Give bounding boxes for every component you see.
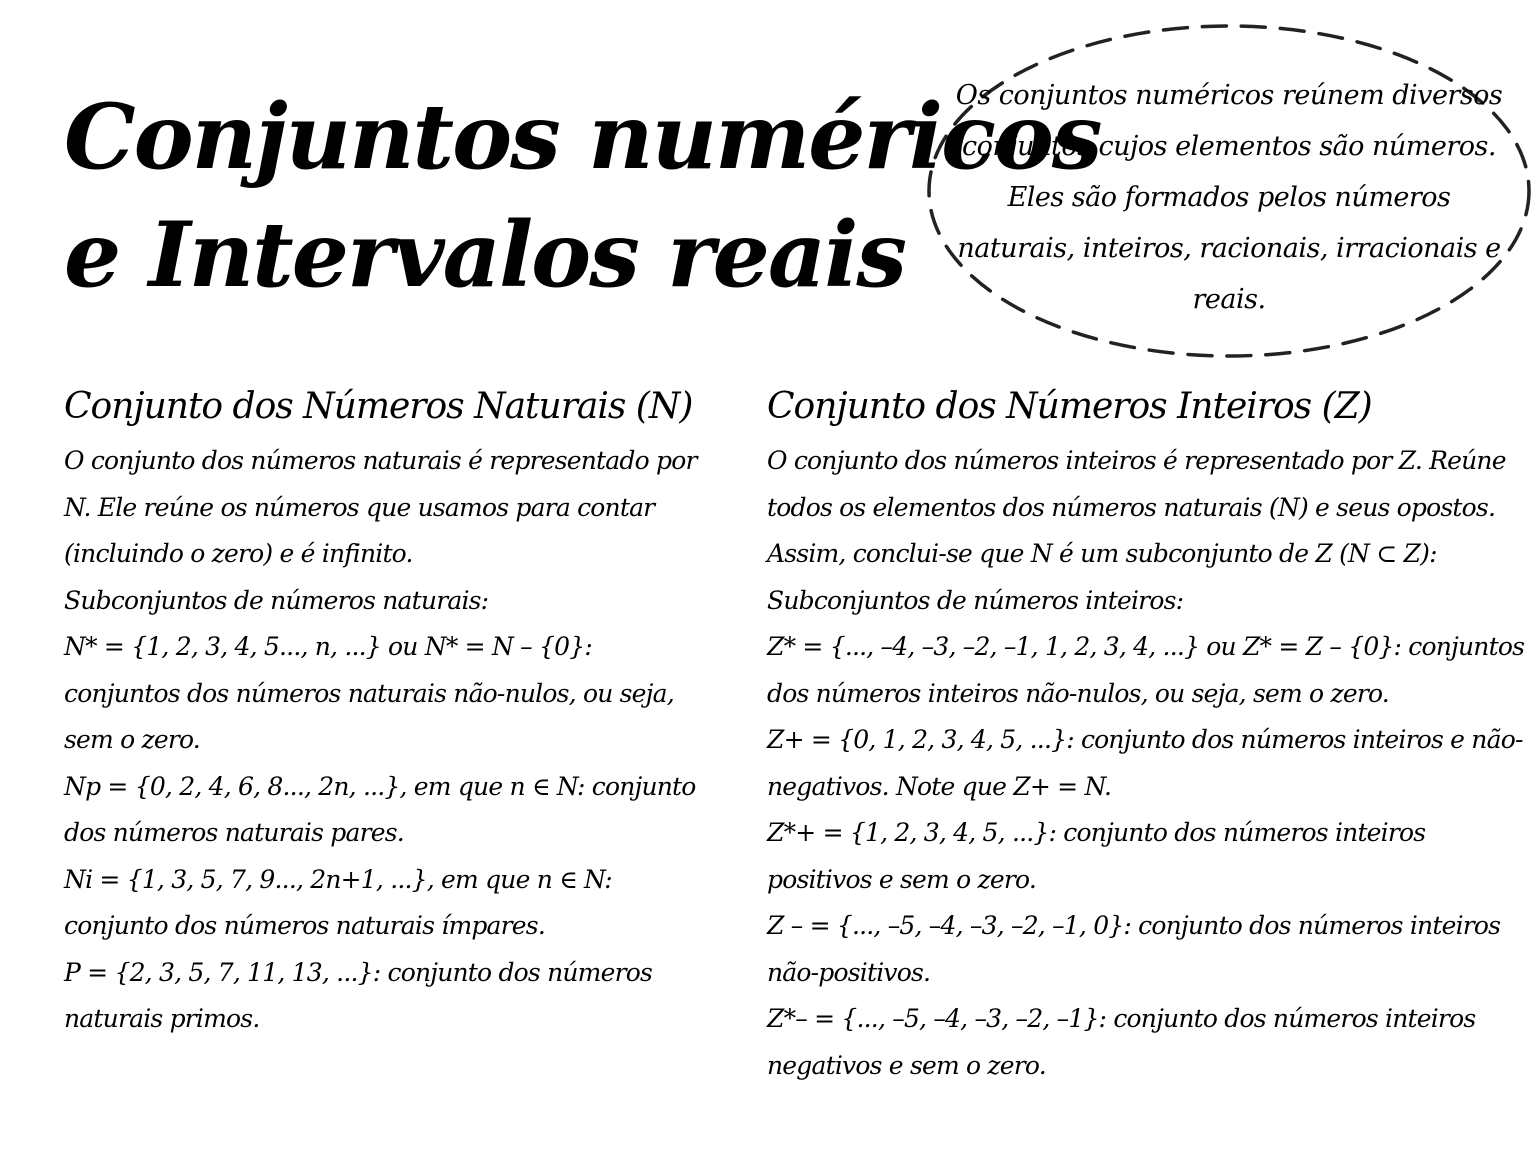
naturais-subsets-label: Subconjuntos de números naturais:	[64, 585, 489, 615]
page-title-line-2: e Intervalos reais	[64, 202, 906, 308]
naturais-section	[64, 380, 714, 1043]
page-title	[64, 78, 1101, 314]
inteiros-heading: Conjunto dos Números Inteiros (Z)	[767, 386, 1372, 427]
inteiros-nonnegative: Z+ = {0, 1, 2, 3, 4, 5, ...}: conjunto dos números inteiros e não-negativos. Note que Z+ = N.	[767, 725, 1523, 801]
naturais-definition: O conjunto dos números naturais é representado por N. Ele reúne os números que usamos para contar (incluindo o zero) e é infinito.	[64, 446, 697, 568]
intro-text: Os conjuntos numéricos reúnem diversos conjuntos cujos elementos são números. Eles são formados pelos números naturais, inteiros, racionais, irracionais e reais.	[955, 80, 1503, 315]
naturais-odd: Ni = {1, 3, 5, 7, 9..., 2n+1, ...}, em que n ∈ N: conjunto dos números naturais ímpares.	[64, 864, 612, 940]
inteiros-nonzero: Z* = {..., –4, –3, –2, –1, 1, 2, 3, 4, ...} ou Z* = Z – {0}: conjuntos dos números inteiros não-nulos, ou seja, sem o zero.	[767, 632, 1525, 708]
naturais-nonzero: N* = {1, 2, 3, 4, 5..., n, ...} ou N* = N – {0}: conjuntos dos números naturais não-nulos, ou seja, sem o zero.	[64, 632, 674, 754]
page-title-line-1: Conjuntos numéricos	[64, 84, 1101, 190]
naturais-heading: Conjunto dos Números Naturais (N)	[64, 386, 693, 427]
intro-bubble	[925, 22, 1533, 360]
inteiros-negative: Z*– = {..., –5, –4, –3, –2, –1}: conjunto dos números inteiros negativos e sem o zero.	[767, 1004, 1476, 1080]
inteiros-definition: O conjunto dos números inteiros é representado por Z. Reúne todos os elementos dos números naturais (N) e seus opostos. Assim, conclui-se que N é um subconjunto de Z (N ⊂ Z):	[767, 446, 1506, 568]
naturais-even: Np = {0, 2, 4, 6, 8..., 2n, ...}, em que n ∈ N: conjunto dos números naturais pares.	[64, 771, 696, 847]
naturais-primes: P = {2, 3, 5, 7, 11, 13, ...}: conjunto dos números naturais primos.	[64, 957, 653, 1033]
inteiros-positive: Z*+ = {1, 2, 3, 4, 5, ...}: conjunto dos números inteiros positivos e sem o zero.	[767, 818, 1426, 894]
inteiros-subsets-label: Subconjuntos de números inteiros:	[767, 585, 1184, 615]
inteiros-nonpositive: Z – = {..., –5, –4, –3, –2, –1, 0}: conjunto dos números inteiros não-positivos.	[767, 911, 1501, 987]
inteiros-section	[767, 380, 1533, 1089]
